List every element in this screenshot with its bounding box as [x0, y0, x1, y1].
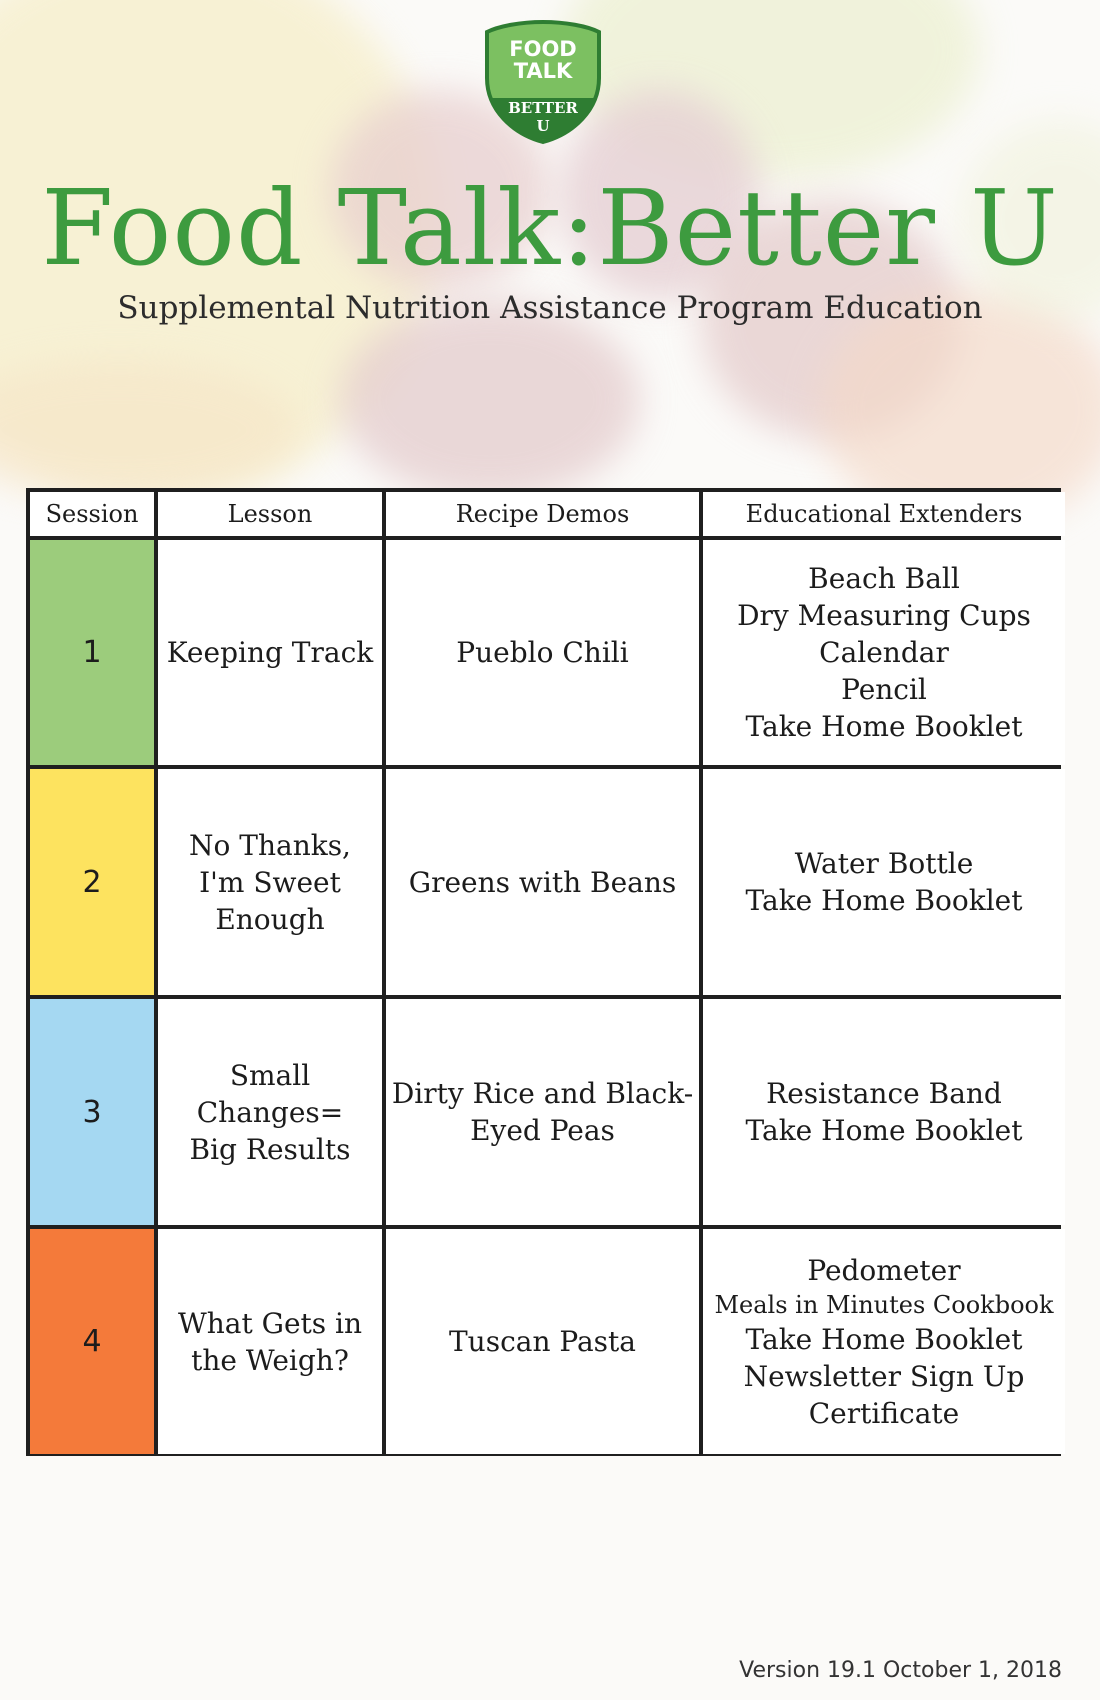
recipe-cell-3 [386, 999, 699, 1225]
recipe-cell-line: Pueblo Chili [456, 636, 629, 669]
extenders-cell-1 [703, 540, 1065, 765]
extenders-cell-line: Take Home Booklet [745, 1322, 1023, 1356]
lesson-cell-3 [158, 999, 382, 1225]
recipe-cell-1 [386, 540, 699, 765]
session-number-3: 3 [30, 999, 154, 1225]
extenders-cell-line: Meals in Minutes Cookbook [714, 1290, 1054, 1319]
header-recipe-demos: Recipe Demos [386, 492, 699, 536]
lesson-cell-line: Enough [215, 902, 325, 936]
page-title: Food Talk:Better U [41, 167, 1059, 289]
lesson-cell-4 [158, 1229, 382, 1454]
extenders-cell-line: Certificate [808, 1396, 960, 1430]
recipe-cell-4 [386, 1229, 699, 1454]
extenders-cell-line: Take Home Booklet [745, 1114, 1023, 1147]
session-table [26, 488, 1061, 1456]
session-number-1: 1 [30, 540, 154, 765]
page-subtitle: Supplemental Nutrition Assistance Program Education [117, 290, 983, 326]
lesson-cell-1 [158, 540, 382, 765]
recipe-cell-2 [386, 769, 699, 995]
lesson-cell-line: Big Results [189, 1132, 351, 1166]
header-lesson: Lesson [158, 492, 382, 536]
extenders-cell-4 [703, 1229, 1065, 1454]
logo-text-better: BETTER [508, 99, 578, 117]
session-number-2: 2 [30, 769, 154, 995]
extenders-cell-line: Beach Ball [808, 562, 960, 595]
header-educational-extenders: Educational Extenders [703, 492, 1065, 536]
lesson-cell-line: Changes= [196, 1095, 344, 1129]
extenders-cell-line: Water Bottle [794, 847, 974, 880]
lesson-cell-line: I'm Sweet [199, 865, 341, 899]
version-footer: Version 19.1 October 1, 2018 [739, 1658, 1062, 1683]
logo-text-talk: TALK [513, 59, 573, 83]
extenders-cell-line: Resistance Band [766, 1077, 1002, 1110]
header-session: Session [30, 492, 154, 536]
session-number-4: 4 [30, 1229, 154, 1454]
extenders-cell-line: Pencil [841, 673, 927, 706]
recipe-cell-line: Tuscan Pasta [449, 1325, 636, 1358]
lesson-cell-line: What Gets in [177, 1306, 363, 1340]
lesson-cell-line: Keeping Track [166, 636, 374, 669]
recipe-cell-line: Greens with Beans [408, 865, 677, 899]
extenders-cell-2 [703, 769, 1065, 995]
logo-text-food: FOOD [509, 37, 577, 61]
lesson-cell-2 [158, 769, 382, 995]
extenders-cell-line: Calendar [819, 636, 949, 669]
lesson-cell-line: No Thanks, [189, 828, 351, 862]
lesson-cell-line: the Weigh? [191, 1343, 349, 1377]
extenders-cell-line: Newsletter Sign Up [743, 1359, 1025, 1393]
recipe-cell-line: Dirty Rice and Black- [391, 1077, 694, 1110]
extenders-cell-line: Pedometer [807, 1253, 961, 1287]
lesson-cell-line: Small [229, 1058, 311, 1092]
extenders-cell-line: Take Home Booklet [745, 884, 1023, 917]
extenders-cell-line: Dry Measuring Cups [737, 599, 1031, 632]
extenders-cell-line: Take Home Booklet [745, 710, 1023, 743]
food-talk-shield-logo [483, 18, 603, 146]
logo-text-u: U [536, 117, 550, 135]
recipe-cell-line: Eyed Peas [470, 1114, 615, 1147]
extenders-cell-3 [703, 999, 1065, 1225]
